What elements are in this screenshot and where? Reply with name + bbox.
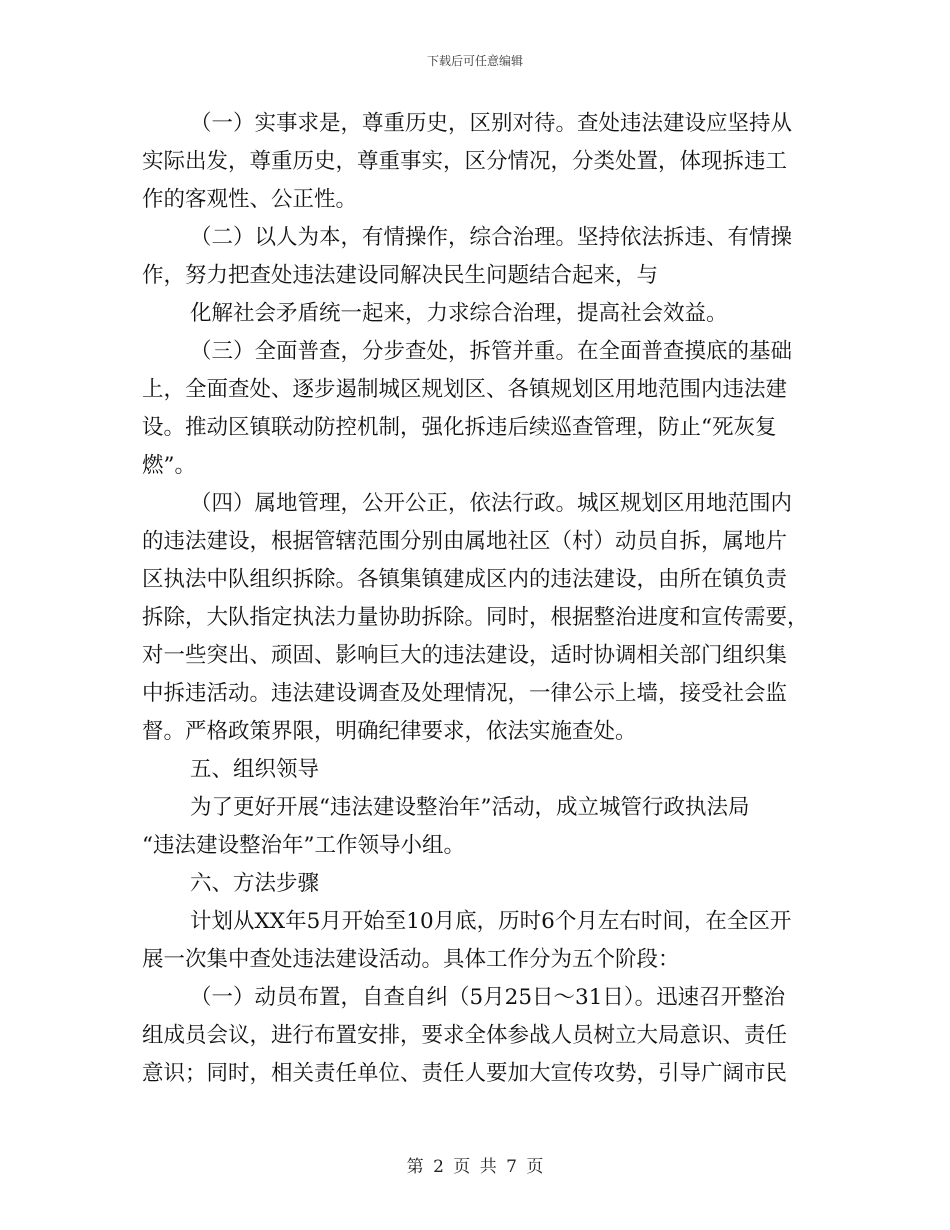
- text-line: 作的客观性、公正性。: [142, 187, 358, 212]
- text-line: 组成员会议，进行布置安排，要求全体参战人员树立大局意识、责任: [142, 1023, 788, 1048]
- text-line: 作，努力把查处违法建设同解决民生问题结合起来，与: [142, 263, 659, 288]
- text-line: （一）动员布置，自查自纠（5月25日～31日）。迅速召开整治: [190, 985, 786, 1010]
- text-line: 上，全面查处、逐步遏制城区规划区、各镇规划区用地范围内违法建: [142, 377, 788, 402]
- text-line: 设。推动区镇联动防控机制，强化拆违后续巡查管理，防止“死灰复: [142, 415, 777, 440]
- text-line: 实际出发，尊重历史，尊重事实，区分情况，分类处置，体现拆违工: [142, 149, 788, 174]
- text-line: （二）以人为本，有情操作，综合治理。坚持依法拆违、有情操: [190, 225, 793, 250]
- text-line: “违法建设整治年”工作领导小组。: [142, 833, 465, 858]
- text-line: 燃”。: [142, 453, 196, 478]
- page-number-footer: 第 2 页 共 7 页: [406, 1157, 544, 1177]
- text-line: 化解社会矛盾统一起来，力求综合治理，提高社会效益。: [190, 301, 728, 326]
- text-line: 对一些突出、顽固、影响巨大的违法建设，适时协调相关部门组织集: [142, 643, 788, 668]
- text-line: 中拆违活动。违法建设调查及处理情况，一律公示上墙，接受社会监: [142, 681, 788, 706]
- text-line: 展一次集中查处违法建设活动。具体工作分为五个阶段：: [142, 947, 680, 972]
- text-line: 督。严格政策界限，明确纪律要求，依法实施查处。: [142, 719, 637, 744]
- text-line: 意识；同时，相关责任单位、责任人要加大宣传攻势，引导广阔市民: [142, 1061, 788, 1086]
- page-header: 下载后可任意编辑: [426, 54, 523, 68]
- text-line: （一）实事求是，尊重历史，区别对待。查处违法建设应坚持从: [190, 111, 793, 136]
- text-line: 为了更好开展“违法建设整治年”活动，成立城管行政执法局: [190, 795, 750, 820]
- text-line: 计划从XX年5月开始至10月底，历时6个月左右时间，在全区开: [190, 909, 792, 934]
- text-line: （三）全面普查，分步查处，拆管并重。在全面普查摸底的基础: [190, 339, 793, 364]
- text-line: 区执法中队组织拆除。各镇集镇建成区内的违法建设，由所在镇负责: [142, 567, 788, 592]
- text-line: 的违法建设，根据管辖范围分别由属地社区（村）动员自拆，属地片: [142, 529, 788, 554]
- section-heading: 六、方法步骤: [190, 871, 320, 896]
- section-heading: 五、组织领导: [190, 757, 320, 782]
- text-line: 拆除，大队指定执法力量协助拆除。同时，根据整治进度和宣传需要，: [142, 605, 809, 630]
- text-line: （四）属地管理，公开公正，依法行政。城区规划区用地范围内: [190, 491, 793, 516]
